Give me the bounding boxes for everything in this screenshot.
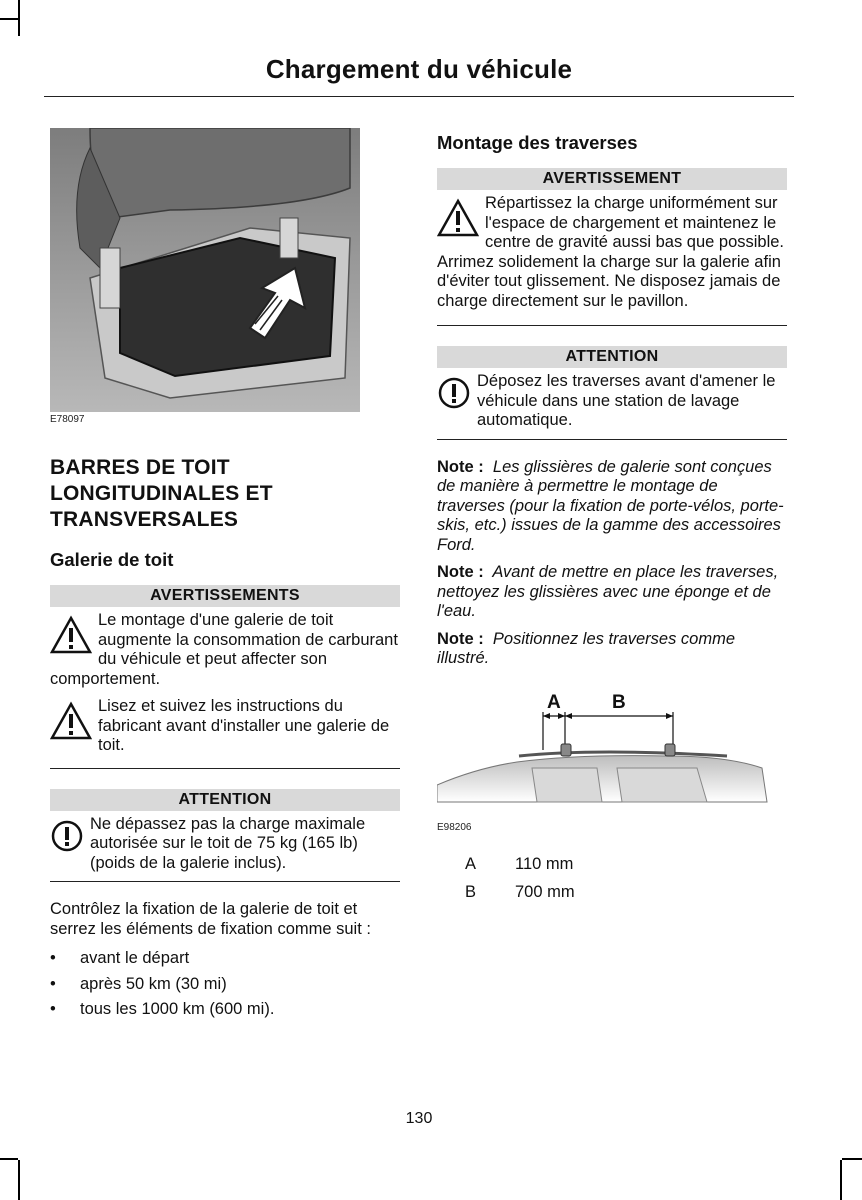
table-row: B 700 mm [465,883,575,901]
list-item: • après 50 km (30 mi) [50,974,227,993]
crop-mark [842,1158,862,1160]
crossbar-illustration [437,690,777,815]
subheading: Montage des traverses [437,132,638,153]
dimensions-table [465,852,575,908]
right-column [437,132,787,669]
warning-triangle-icon [50,615,94,659]
page-title: Chargement du véhicule [265,54,573,84]
table-row: A 110 mm [465,855,574,873]
warnings-header: AVERTISSEMENTS [50,585,400,607]
crop-mark [840,1160,842,1200]
load-floor-illustration [50,128,360,424]
divider [437,325,787,326]
attention-header: ATTENTION [437,346,787,368]
exclamation-circle-icon [50,819,86,863]
load-floor-figure [50,128,360,424]
warning-text: Répartissez la charge uniformément sur l'espace de chargement et maintenez le centre de gravité aussi bas que possible. Arrimez solidement la charge sur la galerie afin d'éviter tout glissement. Ne disposez jamais de charge directement sur le pavillon. [437,194,785,310]
warning-item [50,611,400,689]
crop-mark [18,1160,20,1200]
warning-triangle-icon [437,198,481,242]
figure-label: E78097 [50,414,85,425]
warning-header: AVERTISSEMENT [437,168,787,190]
warning-item [50,697,400,756]
warning-triangle-icon [50,701,94,745]
exclamation-circle-icon [437,376,473,420]
crossbar-figure [437,690,777,835]
crop-mark [0,1158,18,1160]
figure-label: E98206 [437,822,472,833]
figure-marker-a: A [547,692,561,713]
divider [50,768,400,769]
note: Note : Les glissières de galerie sont conçues de manière à permettre le montage de traverses (pour la fixation de porte-vélos, porte-skis, etc.) issues de la gamme des accessoires Ford. [437,457,784,554]
warning-text: Le montage d'une galerie de toit augmente la consommation de carburant du véhicule et peut affecter son comportement. [50,611,398,688]
title-rule [44,96,794,97]
list-item: • avant le départ [50,949,190,967]
attention-header: ATTENTION [50,789,400,811]
note: Note : Avant de mettre en place les traverses, nettoyez les glissières avec une éponge et de l'eau. [437,563,779,620]
page-number: 130 [405,1110,433,1127]
figure-marker-b: B [612,692,626,713]
left-column [50,455,400,1026]
subheading: Galerie de toit [50,549,174,570]
warning-item [437,194,787,311]
attention-item [437,372,787,431]
warning-text: Lisez et suivez les instructions du fabricant avant d'installer une galerie de toit. [98,697,390,754]
crop-mark [18,0,20,36]
attention-text: Déposez les traverses avant d'amener le véhicule dans une station de lavage automatique. [477,372,776,429]
note: Note : Positionnez les traverses comme illustré. [437,629,736,667]
divider [50,881,400,882]
attention-item [50,815,400,874]
divider [437,439,787,440]
attention-text: Ne dépassez pas la charge maximale autorisée sur le toit de 75 kg (165 lb) (poids de la galerie inclus). [90,814,366,872]
body-text: Contrôlez la fixation de la galerie de toit et serrez les éléments de fixation comme suit : [50,900,371,938]
bullet-list [50,949,400,1020]
section-heading: BARRES DE TOIT LONGITUDINALES ET TRANSVERSALES [50,456,273,531]
list-item: • tous les 1000 km (600 mi). [50,1000,275,1018]
crop-mark [0,18,18,20]
